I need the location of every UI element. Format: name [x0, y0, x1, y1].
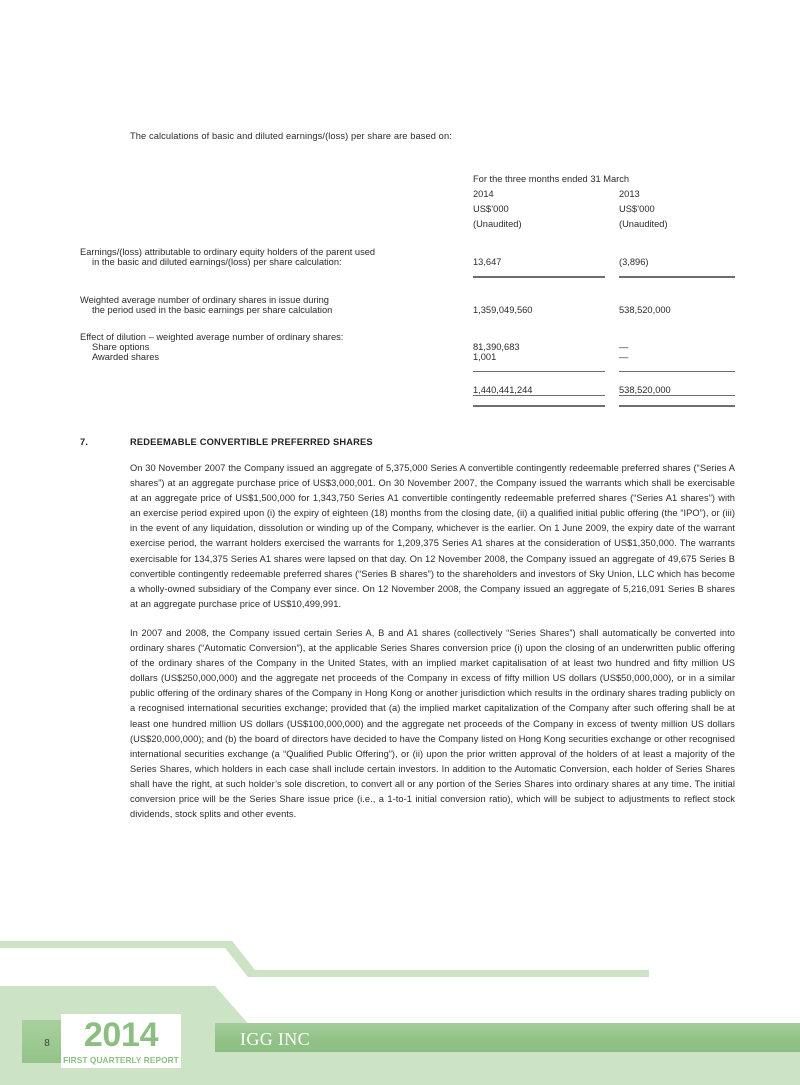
header-audit-2014: (Unaudited): [473, 219, 522, 229]
table-row: [80, 257, 735, 267]
row-0-label-line1: Earnings/(loss) attributable to ordinary equity holders of the parent used: [80, 247, 376, 257]
section-7-title: REDEEMABLE CONVERTIBLE PREFERRED SHARES: [130, 437, 373, 447]
page-footer: [0, 930, 800, 1085]
section-7: [80, 437, 735, 822]
page-number: 8: [44, 1038, 50, 1049]
rule-2013: [619, 267, 735, 277]
eps-calculation-table: [80, 170, 735, 407]
footer-band-thin-left: [0, 941, 225, 948]
rule-row: [80, 396, 735, 407]
dilution-1-value-2013: —: [619, 352, 629, 362]
row-1-label-line1: Weighted average number of ordinary shares in issue during: [80, 295, 329, 305]
table-header-span-row: [80, 170, 735, 185]
spacer: [80, 315, 735, 332]
section-7-number: 7.: [80, 437, 89, 447]
total-value-2014: 1,440,441,244: [473, 385, 533, 395]
spacer: [80, 230, 735, 247]
dilution-0-label: Share options: [92, 342, 150, 352]
table-header-currency-row: [80, 200, 735, 215]
table-row: [80, 305, 735, 315]
report-logo-year: 2014: [83, 1016, 159, 1054]
table-header-audit-row: [80, 215, 735, 230]
footer-band-thin-diagonal: [225, 941, 255, 977]
row-0-label-line2: in the basic and diluted earnings/(loss) per share calculation:: [92, 257, 342, 267]
table-header-span: For the three months ended 31 March: [473, 174, 630, 184]
table-header-year-row: [80, 185, 735, 200]
dilution-header-row: [80, 332, 735, 342]
section-7-paragraph-2: In 2007 and 2008, the Company issued certain Series A, B and A1 shares (collectively “Series Shares”) shall automatically be converted into ordinary shares (“Automatic Conversion”), at the applicable Series Shares conversion price (i) upon the closing of an underwritten public offering of the ordinary shares of the Company in the United States, with an implied market capitalisation of at least two hundred and fifty million US dollars (US$250,000,000) and the aggregate net proceeds of the Company in excess of fifty million US dollars (US$50,000,000), or in a similar public offering of the ordinary shares of the Company in Hong Kong or another jurisdiction which results in the ordinary shares trading publicly on a recognised international securities exchange; provided that (a) the implied market capitalization of the Company after such offering shall be at least one hundred million US dollars (US$100,000,000) and the aggregate net proceeds of the Company in excess of twenty million US dollars (US$20,000,000); and (b) the board of directors have decided to have the Company listed on Hong Kong securities exchange or other recognised international securities exchange (a “Qualified Public Offering”), or (ii) upon the prior written approval of the holders of at least a majority of the Series Shares, which holders in each case shall include certain investors. In addition to the Automatic Conversion, each holder of Series Shares shall have the right, at such holder’s sole discretion, to convert all or any portion of the Series Shares into ordinary shares at any time. The initial conversion price will be the Series Share issue price (i.e., a 1-to-1 initial conversion ratio), which will be subject to adjustments to reflect stock dividends, stock splits and other events.: [130, 627, 735, 820]
page-content: [80, 130, 735, 822]
subtotal-rule-2013: [619, 362, 735, 372]
header-currency-2013: US$’000: [619, 204, 655, 214]
dilution-header: Effect of dilution – weighted average number of ordinary shares:: [80, 332, 344, 342]
rule-2014: [473, 267, 605, 277]
header-audit-2013: (Unaudited): [619, 219, 668, 229]
total-value-2013: 538,520,000: [619, 385, 671, 395]
row-1-value-2014: 1,359,049,560: [473, 305, 533, 315]
row-0-value-2013: (3,896): [619, 257, 649, 267]
header-currency-2014: US$’000: [473, 204, 509, 214]
footer-band-thin-right: [252, 970, 649, 977]
report-logo-subtitle: FIRST QUARTERLY REPORT: [63, 1055, 179, 1065]
total-label: [80, 385, 473, 396]
section-7-paragraph-1: On 30 November 2007 the Company issued an aggregate of 5,375,000 Series A convertible contingently redeemable preferred shares (“Series A shares”) at an aggregate purchase price of US$3,000,001. On 30 November 2007, the Company issued the warrants which shall be exercisable at an aggregate price of US$1,500,000 for 1,343,750 Series A1 convertible contingently redeemable preferred shares (“Series A1 shares”) with an exercise period expired upon (i) the expiry of eighteen (18) months from the closing date, (ii) a qualified initial public offering (the “IPO”), or (iii) in the event of any liquidation, dissolution or winding up of the Company, whichever is the earlier. On 1 June 2009, the expiry date of the warrant exercise period, the warrant holders exercised the warrants for 1,209,375 Series A1 shares at the consideration of US$1,350,000. The warrants exercisable for 134,375 Series A1 shares were lapsed on that day. On 12 November 2008, the Company issued an aggregate of 49,675 Series B convertible contingently redeemable preferred shares (“Series B shares”) to the shareholders and investors of Sky Union, LLC which has become a wholly-owned subsidiary of the Company ever since. On 12 November 2008, the Company issued an aggregate of 5,216,091 Series B shares at an aggregate purchase price of US$10,499,991.: [130, 463, 735, 609]
table-row: [80, 247, 735, 257]
dilution-1-label: Awarded shares: [92, 352, 160, 362]
spacer: [80, 277, 735, 295]
table-row: [80, 352, 735, 362]
subtotal-rule-2014: [473, 362, 605, 372]
footer-company-name: IGG INC: [240, 1029, 311, 1049]
total-rule-2014: [473, 396, 605, 407]
total-row: [80, 385, 735, 396]
table-row: [80, 342, 735, 352]
header-year-2014: 2014: [473, 189, 494, 199]
rule-row: [80, 267, 735, 277]
rule-row: [80, 362, 735, 372]
dilution-0-value-2013: —: [619, 342, 629, 352]
row-1-value-2013: 538,520,000: [619, 305, 671, 315]
row-1-label-line2: the period used in the basic earnings per share calculation: [92, 305, 333, 315]
row-0-value-2014: 13,647: [473, 257, 502, 267]
intro-text: The calculations of basic and diluted earnings/(loss) per share are based on:: [130, 131, 452, 141]
table-row: [80, 295, 735, 305]
dilution-0-value-2014: 81,390,683: [473, 342, 520, 352]
spacer: [80, 372, 735, 386]
total-rule-2013: [619, 396, 735, 407]
dilution-1-value-2014: 1,001: [473, 352, 497, 362]
section-7-heading: [80, 437, 735, 447]
report-logo: [61, 1014, 181, 1068]
header-year-2013: 2013: [619, 189, 640, 199]
